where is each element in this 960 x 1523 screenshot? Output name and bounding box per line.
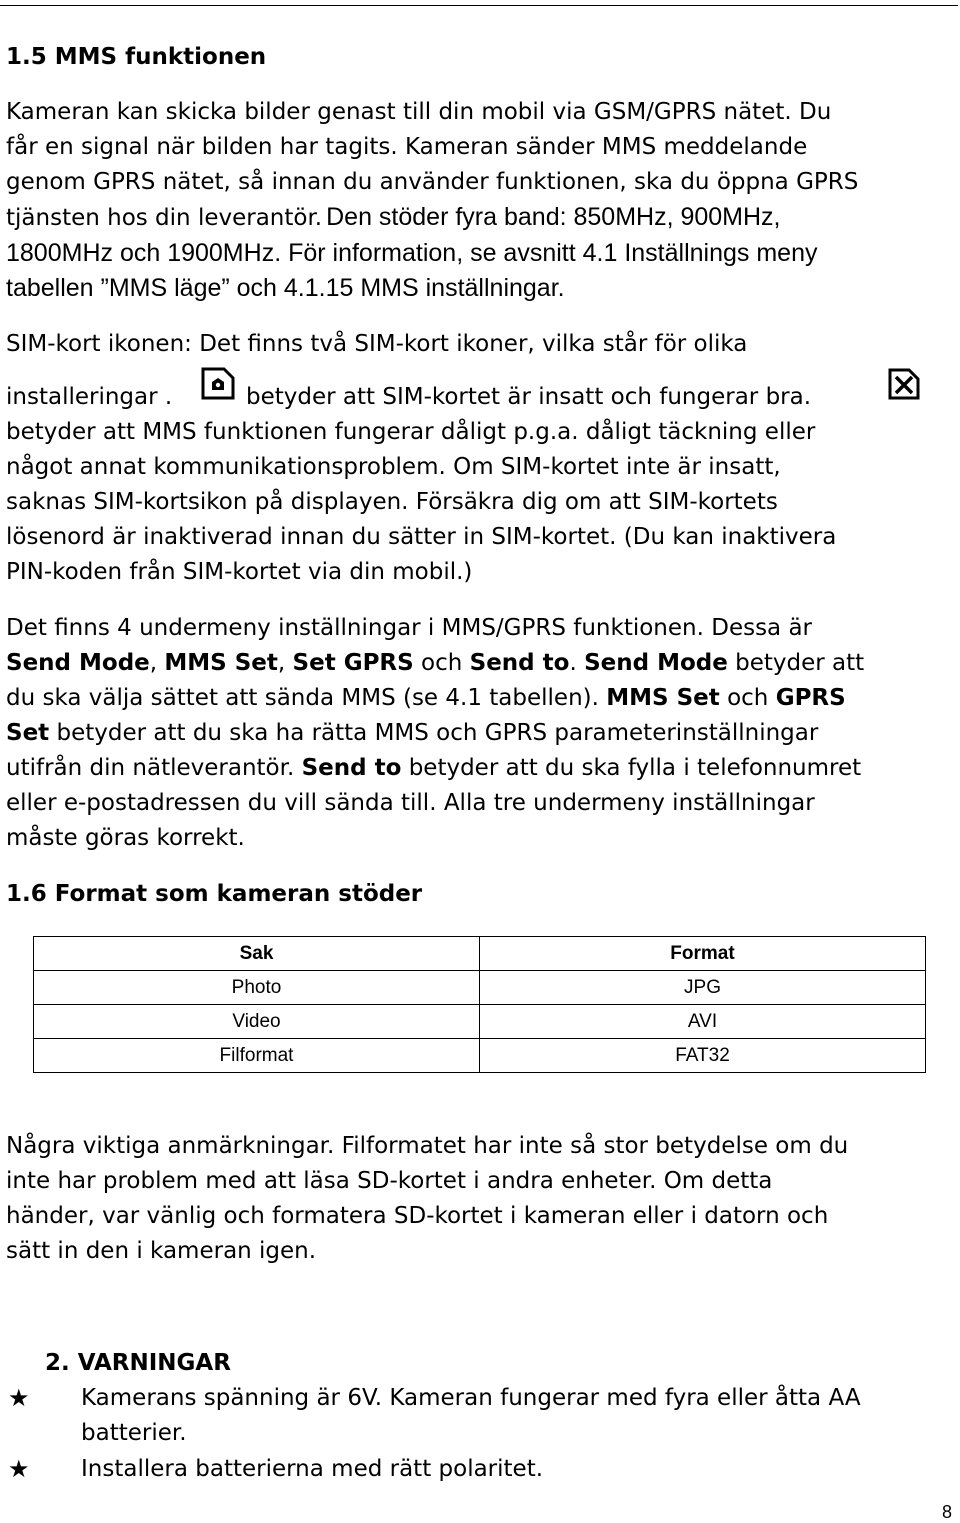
- term-mms-set: MMS Set: [164, 650, 278, 676]
- text-segment: betyder att du ska fylla i telefonnumret: [401, 755, 862, 781]
- top-rule: [0, 5, 958, 6]
- star-bullet-icon: ★: [8, 1384, 30, 1412]
- table-cell: JPG: [480, 971, 926, 1005]
- text-line: Kameran kan skicka bilder genast till din mobil via GSM/GPRS nätet. Du: [6, 99, 832, 125]
- term-send-mode: Send Mode: [6, 650, 150, 676]
- text-line: får en signal när bilden har tagits. Kameran sänder MMS meddelande: [6, 134, 808, 160]
- table-row: [34, 1039, 926, 1073]
- text-segment: betyder att: [727, 650, 865, 676]
- section-heading-2: 2. VARNINGAR: [45, 1350, 231, 1376]
- section-heading-1-5: 1.5 MMS funktionen: [6, 44, 267, 70]
- table-row: [34, 1005, 926, 1039]
- term-send-to: Send to: [301, 755, 402, 781]
- text-line: eller e-postadressen du vill sända till. Alla tre undermeny inställningar: [6, 790, 815, 816]
- text-line: betyder att SIM-kortet är insatt och fungerar bra.: [246, 384, 812, 410]
- text-line: 1800MHz och 1900MHz. För information, se avsnitt 4.1 Inställnings meny: [6, 239, 818, 267]
- star-bullet-icon: ★: [8, 1455, 30, 1483]
- text-line: Några viktiga anmärkningar. Filformatet har inte så stor betydelse om du: [6, 1133, 849, 1159]
- list-item: Installera batterierna med rätt polaritet.: [81, 1456, 544, 1482]
- format-table: [33, 936, 926, 1073]
- text-line: [6, 202, 781, 236]
- text-segment: utifrån din nätleverantör.: [6, 755, 302, 781]
- page-number: 8: [941, 1502, 952, 1522]
- term-send-to: Send to: [469, 650, 570, 676]
- text-segment: .: [569, 650, 585, 676]
- section-heading-1-6: 1.6 Format som kameran stöder: [6, 881, 423, 907]
- term-set: Set: [6, 720, 50, 746]
- text-line: [6, 683, 846, 713]
- text-line: måste göras korrekt.: [6, 825, 245, 851]
- table-row: [34, 971, 926, 1005]
- table-cell: FAT32: [480, 1039, 926, 1073]
- text-segment: du ska välja sättet att sända MMS (se 4.1 tabellen).: [6, 685, 607, 711]
- text-line: [6, 718, 818, 748]
- text-line: sätt in den i kameran igen.: [6, 1238, 317, 1264]
- text-line: installeringar .: [6, 384, 173, 410]
- table-cell: Video: [34, 1005, 480, 1039]
- text-line: tabellen ”MMS läge” och 4.1.15 MMS inställningar.: [6, 274, 565, 302]
- term-set-gprs: Set GPRS: [292, 650, 414, 676]
- text-line: inte har problem med att läsa SD-kortet i andra enheter. Om detta: [6, 1168, 773, 1194]
- list-item-continued: batterier.: [81, 1420, 187, 1446]
- text-line: lösenord är inaktiverad innan du sätter in SIM-kortet. (Du kan inaktivera: [6, 524, 837, 550]
- text-segment: tjänsten hos din leverantör.: [6, 205, 323, 231]
- text-segment: Den stöder fyra band: 850MHz, 900MHz,: [326, 203, 781, 231]
- text-line: PIN-koden från SIM-kortet via din mobil.): [6, 559, 473, 585]
- sim-card-ok-icon: [200, 365, 236, 401]
- table-header-row: [34, 937, 926, 971]
- term-gprs: GPRS: [775, 685, 846, 711]
- column-header-format: Format: [480, 937, 926, 971]
- table-cell: Filformat: [34, 1039, 480, 1073]
- text-line: genom GPRS nätet, så innan du använder funktionen, ska du öppna GPRS: [6, 169, 859, 195]
- text-line: saknas SIM-kortsikon på displayen. Försäkra dig om att SIM-kortets: [6, 489, 778, 515]
- table-cell: Photo: [34, 971, 480, 1005]
- text-segment: betyder att du ska ha rätta MMS och GPRS parameterinställningar: [49, 720, 819, 746]
- term-mms-set: MMS Set: [606, 685, 720, 711]
- text-segment: ,: [277, 650, 293, 676]
- text-segment: och: [719, 685, 776, 711]
- text-line: [6, 753, 861, 783]
- text-line: [6, 648, 864, 678]
- text-line: händer, var vänlig och formatera SD-kortet i kameran eller i datorn och: [6, 1203, 829, 1229]
- term-send-mode: Send Mode: [584, 650, 728, 676]
- text-line: betyder att MMS funktionen fungerar dåligt p.g.a. dåligt täckning eller: [6, 419, 816, 445]
- table-cell: AVI: [480, 1005, 926, 1039]
- list-item: Kamerans spänning är 6V. Kameran fungerar med fyra eller åtta AA: [81, 1385, 861, 1411]
- text-segment: ,: [149, 650, 165, 676]
- text-line: SIM-kort ikonen: Det finns två SIM-kort ikoner, vilka står för olika: [6, 331, 748, 357]
- text-segment: och: [413, 650, 470, 676]
- column-header-sak: Sak: [34, 937, 480, 971]
- text-line: något annat kommunikationsproblem. Om SIM-kortet inte är insatt,: [6, 454, 781, 480]
- sim-card-error-icon: [887, 367, 921, 401]
- text-line: Det finns 4 undermeny inställningar i MMS/GPRS funktionen. Dessa är: [6, 615, 813, 641]
